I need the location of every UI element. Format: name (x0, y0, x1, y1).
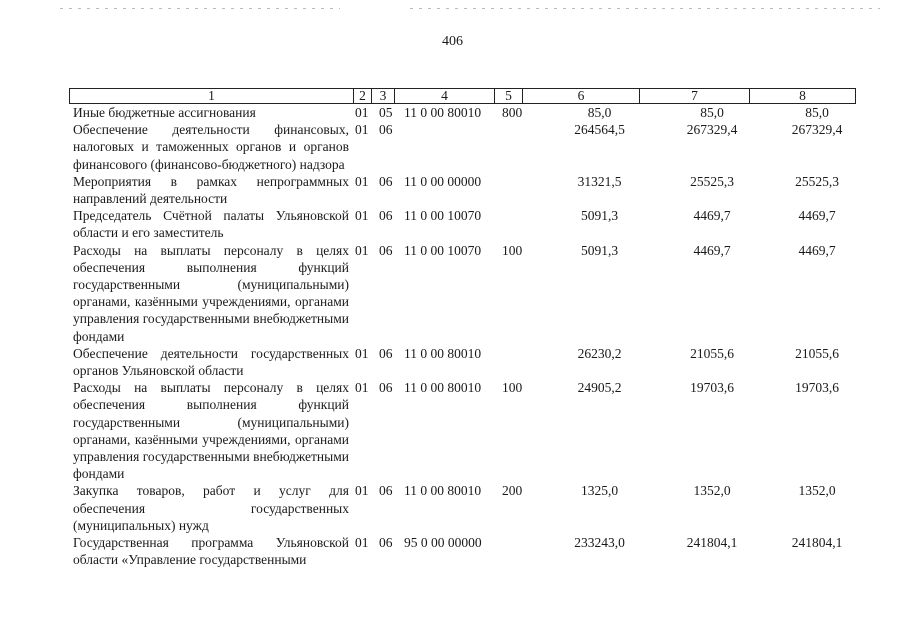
row-expense-type: 200 (502, 483, 523, 499)
row-amount-8: 85,0 (805, 105, 829, 120)
table-row (0, 482, 905, 534)
row-section: 01 (355, 483, 369, 499)
row-name: Иные бюджетные ассигнования (73, 105, 256, 120)
row-subsection: 05 (379, 105, 393, 120)
row-amount-6: 85,0 (587, 105, 612, 120)
table-row (0, 207, 905, 241)
row-amount-7: 21055,6 (690, 345, 734, 361)
row-amount-6: 5091,3 (580, 242, 619, 258)
row-amount-7: 19703,6 (690, 380, 734, 396)
header-col-4: 4 (395, 89, 495, 103)
row-subsection: 06 (379, 380, 393, 396)
row-section: 01 (355, 242, 369, 258)
row-name: Председатель Счётной палаты Ульяновской области и его заместитель (73, 208, 349, 241)
table-row (0, 242, 905, 345)
row-amount-7: 241804,1 (686, 535, 738, 551)
row-target-code: 11 0 00 80010 (404, 345, 482, 361)
row-amount-7: 85,0 (700, 105, 724, 120)
page-number: 406 (442, 34, 463, 49)
row-name: Закупка товаров, работ и услуг для обеспечения государственных (муниципальных) нужд (73, 483, 349, 533)
row-amount-7: 267329,4 (686, 122, 738, 138)
header-col-2: 2 (354, 89, 372, 103)
row-subsection: 06 (379, 345, 393, 361)
table-row (0, 534, 905, 568)
row-amount-6: 1325,0 (580, 483, 619, 499)
row-section: 01 (355, 380, 369, 396)
row-name: Мероприятия в рамках непрограммных направлений деятельности (73, 173, 349, 207)
row-amount-8: 4469,7 (798, 242, 836, 258)
header-col-5: 5 (495, 89, 523, 103)
row-target-code: 11 0 00 10070 (404, 242, 482, 258)
row-expense-type: 100 (502, 242, 523, 258)
row-amount-6: 24905,2 (577, 380, 622, 396)
table-row (0, 345, 905, 379)
row-target-code: 11 0 00 00000 (404, 173, 482, 189)
row-section: 01 (355, 173, 369, 189)
row-amount-7: 25525,3 (690, 173, 734, 189)
row-section: 01 (355, 122, 369, 138)
row-section: 01 (355, 105, 369, 120)
row-target-code: 11 0 00 80010 (404, 105, 482, 120)
row-target-code: 11 0 00 10070 (404, 208, 482, 224)
row-name: Обеспечение деятельности государственных органов Ульяновской области (73, 345, 349, 379)
table-row (0, 104, 905, 121)
row-amount-7: 4469,7 (693, 208, 731, 224)
row-amount-8: 241804,1 (791, 535, 843, 551)
row-amount-6: 26230,2 (577, 345, 622, 361)
header-col-7: 7 (640, 89, 750, 103)
table-row (0, 379, 905, 482)
row-name: Расходы на выплаты персоналу в целях обеспечения выполнения функций государственными (муниципальными) органами, казёнными учреждениями, органами управления государственными внебюджетными фондами (73, 242, 349, 344)
row-target-code: 11 0 00 80010 (404, 483, 482, 499)
row-subsection: 06 (379, 535, 393, 551)
row-amount-8: 25525,3 (795, 173, 839, 189)
row-expense-type: 100 (502, 380, 523, 396)
row-subsection: 06 (379, 483, 393, 499)
row-amount-8: 1352,0 (798, 483, 836, 499)
table-row (0, 121, 905, 173)
row-target-code: 11 0 00 80010 (404, 380, 482, 396)
row-amount-7: 1352,0 (693, 483, 731, 499)
row-name: Обеспечение деятельности финансовых, налоговых и таможенных органов и органов финансового (финансово-бюджетного) надзора (73, 122, 349, 172)
header-col-1: 1 (70, 89, 354, 103)
row-section: 01 (355, 208, 369, 224)
row-amount-6: 5091,3 (580, 208, 619, 224)
row-amount-8: 21055,6 (795, 345, 839, 361)
scan-noise (60, 8, 340, 9)
row-amount-7: 4469,7 (693, 242, 731, 258)
header-col-6: 6 (523, 89, 640, 103)
row-amount-8: 267329,4 (791, 122, 843, 138)
row-section: 01 (355, 345, 369, 361)
row-expense-type: 800 (502, 105, 523, 120)
row-name: Государственная программа Ульяновской области «Управление государственными (73, 535, 349, 568)
row-section: 01 (355, 535, 369, 551)
row-subsection: 06 (379, 122, 393, 138)
row-name: Расходы на выплаты персоналу в целях обеспечения выполнения функций государственными (муниципальными) органами, казёнными учреждениями, органами управления государственными внебюджетными фондами (73, 380, 349, 482)
table-row (0, 173, 905, 207)
row-amount-8: 4469,7 (798, 208, 836, 224)
row-subsection: 06 (379, 242, 393, 258)
row-subsection: 06 (379, 208, 393, 224)
table-header (69, 88, 856, 104)
scan-noise (410, 8, 880, 9)
row-amount-6: 31321,5 (577, 173, 622, 189)
row-amount-6: 264564,5 (574, 122, 625, 138)
header-col-8: 8 (799, 88, 806, 103)
header-col-3: 3 (372, 89, 395, 103)
budget-table-body (0, 104, 905, 568)
row-amount-6: 233243,0 (574, 535, 625, 551)
row-target-code: 95 0 00 00000 (404, 535, 482, 551)
row-amount-8: 19703,6 (795, 380, 839, 396)
row-subsection: 06 (379, 173, 393, 189)
